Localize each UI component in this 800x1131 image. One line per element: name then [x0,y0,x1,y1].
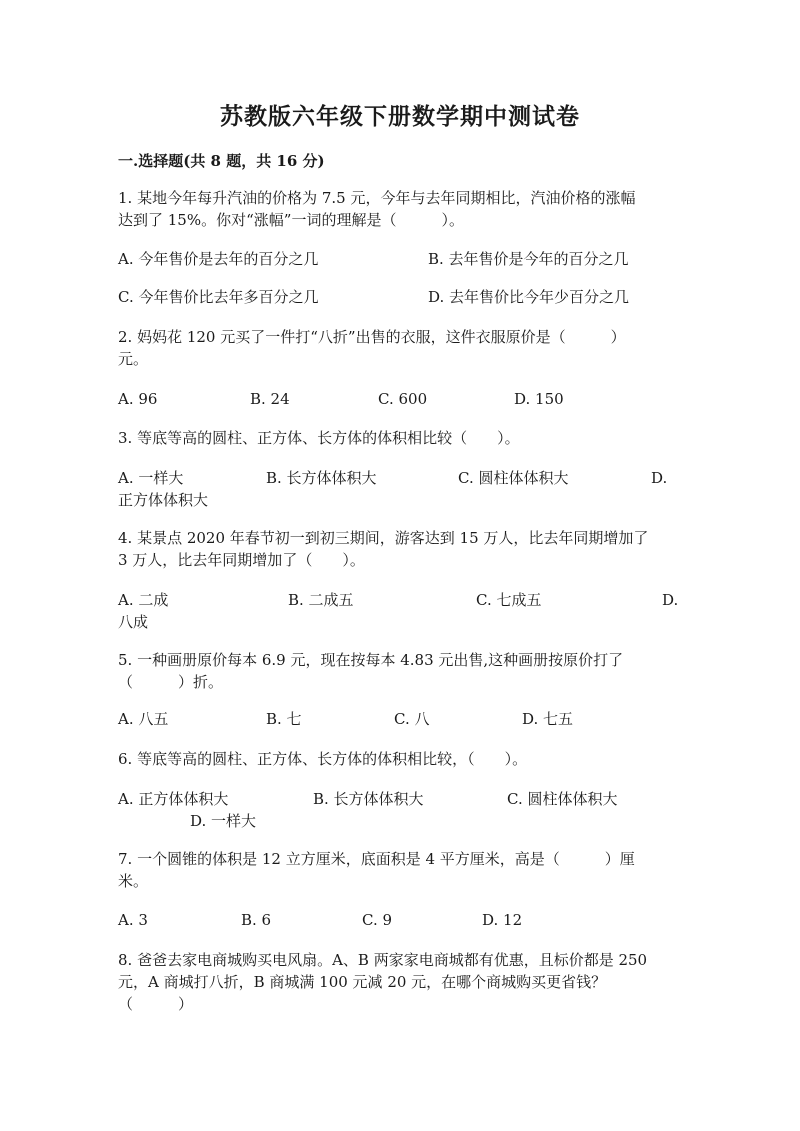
option-d: D. 150 [514,390,564,408]
option-b: B. 二成五 [288,591,354,609]
question-line: 元。 [118,350,149,368]
option-d-text: 正方体体积大 [118,491,209,509]
question-line: 6. 等底等高的圆柱、正方体、长方体的体积相比较，（ ）。 [118,750,528,768]
option-c: C. 9 [362,911,393,929]
question-line: 8. 爸爸去家电商城购买电风扇。A、B 两家家电商城都有优惠，且标价都是 250 [118,951,648,969]
option-c: C. 圆柱体体积大 [507,790,618,808]
option-d: D. [651,469,668,487]
question-line: 3. 等底等高的圆柱、正方体、长方体的体积相比较（ ）。 [118,429,520,447]
question-5 [118,649,678,693]
question-line: 7. 一个圆锥的体积是 12 立方厘米，底面积是 4 平方厘米，高是（ ）厘 [118,850,635,868]
section-heading: 一.选择题(共 8 题，共 16 分) [118,152,325,170]
option-a: A. 3 [118,911,148,929]
option-a: A. 96 [118,390,158,408]
option-d: D. 一样大 [190,812,257,830]
option-d: D. 七五 [522,710,574,728]
question-1 [118,187,678,231]
option-d: D. [662,591,679,609]
option-a: A. 一样大 [118,469,184,487]
option-b: B. 6 [241,911,272,929]
option-b: B. 长方体体积大 [266,469,377,487]
question-line: 4. 某景点 2020 年春节初一到初三期间，游客达到 15 万人，比去年同期增加了 [118,529,649,547]
option-c: C. 八 [394,710,430,728]
question-7 [118,848,678,892]
question-line: 1. 某地今年每升汽油的价格为 7.5 元，今年与去年同期相比，汽油价格的涨幅 [118,189,636,207]
question-line: 2. 妈妈花 120 元买了一件打“八折”出售的衣服，这件衣服原价是（ ） [118,328,626,346]
option-d-text: 八成 [118,613,149,631]
option-b: B. 七 [266,710,302,728]
question-line: 达到了 15%。你对“涨幅”一词的理解是（ ）。 [118,211,464,229]
question-line: 米。 [118,872,149,890]
question-8 [118,949,678,1015]
page-title: 苏教版六年级下册数学期中测试卷 [220,103,580,130]
option-a: A. 二成 [118,591,169,609]
question-line: 5. 一种画册原价每本 6.9 元，现在按每本 4.83 元出售,这种画册按原价打了 [118,651,624,669]
question-2 [118,326,678,370]
option-c: C. 今年售价比去年多百分之几 [118,288,319,306]
question-4 [118,527,678,571]
option-d: D. 去年售价比今年少百分之几 [428,288,630,306]
question-line: 3 万人，比去年同期增加了（ ）。 [118,551,365,569]
question-line: 元，A 商城打八折，B 商城满 100 元减 20 元，在哪个商城购买更省钱？ [118,973,607,991]
question-6 [118,748,678,770]
option-a: A. 正方体体积大 [118,790,229,808]
question-line: （ ） [118,995,194,1013]
question-line: （ ）折。 [118,673,224,691]
option-b: B. 长方体体积大 [313,790,424,808]
option-d: D. 12 [482,911,523,929]
option-b: B. 24 [250,390,290,408]
option-b: B. 去年售价是今年的百分之几 [428,250,629,268]
option-a: A. 八五 [118,710,169,728]
option-c: C. 600 [378,390,428,408]
option-c: C. 七成五 [476,591,542,609]
question-3 [118,427,678,449]
option-a: A. 今年售价是去年的百分之几 [118,250,319,268]
option-c: C. 圆柱体体积大 [458,469,569,487]
